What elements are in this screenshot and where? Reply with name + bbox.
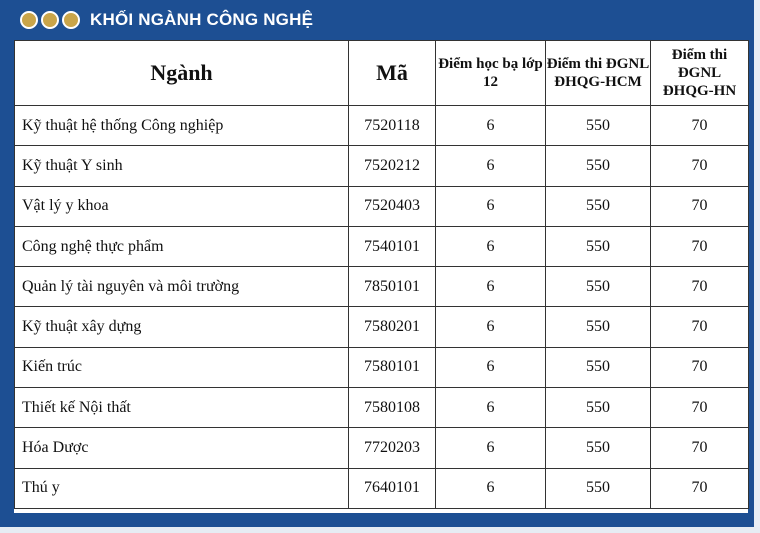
cell-code: 7640101	[349, 468, 436, 508]
table-row	[15, 186, 749, 226]
cell-hn-score: 70	[651, 307, 749, 347]
cell-code: 7580201	[349, 307, 436, 347]
cell-code: 7520118	[349, 106, 436, 146]
cell-major: Thú y	[15, 468, 349, 508]
cell-transcript-score: 6	[436, 267, 546, 307]
cell-hn-score: 70	[651, 468, 749, 508]
cell-hn-score: 70	[651, 388, 749, 428]
cell-major: Kỹ thuật xây dựng	[15, 307, 349, 347]
cell-major: Quản lý tài nguyên và môi trường	[15, 267, 349, 307]
admission-table	[14, 40, 749, 509]
table-row	[15, 106, 749, 146]
cell-hn-score: 70	[651, 186, 749, 226]
cell-code: 7850101	[349, 267, 436, 307]
cell-code: 7580108	[349, 388, 436, 428]
table-row	[15, 388, 749, 428]
table-row	[15, 267, 749, 307]
cell-major: Kỹ thuật hệ thống Công nghiệp	[15, 106, 349, 146]
cell-hn-score: 70	[651, 106, 749, 146]
table-card	[14, 40, 748, 513]
cell-transcript-score: 6	[436, 468, 546, 508]
cell-code: 7580101	[349, 347, 436, 387]
cell-hcm-score: 550	[546, 388, 651, 428]
cell-hcm-score: 550	[546, 186, 651, 226]
circle-dot-icon	[41, 11, 59, 29]
cell-hcm-score: 550	[546, 307, 651, 347]
cell-hcm-score: 550	[546, 226, 651, 266]
column-header-major: Ngành	[15, 41, 349, 106]
cell-transcript-score: 6	[436, 146, 546, 186]
table-body	[15, 106, 749, 509]
cell-major: Công nghệ thực phẩm	[15, 226, 349, 266]
cell-hn-score: 70	[651, 347, 749, 387]
cell-hn-score: 70	[651, 428, 749, 468]
cell-transcript-score: 6	[436, 347, 546, 387]
cell-hn-score: 70	[651, 267, 749, 307]
cell-transcript-score: 6	[436, 307, 546, 347]
column-header-code: Mã	[349, 41, 436, 106]
cell-hcm-score: 550	[546, 468, 651, 508]
cell-code: 7520403	[349, 186, 436, 226]
column-header-transcript-score: Điểm học bạ lớp 12	[436, 41, 546, 106]
table-row	[15, 226, 749, 266]
table-row	[15, 307, 749, 347]
cell-major: Thiết kế Nội thất	[15, 388, 349, 428]
section-title: KHỐI NGÀNH CÔNG NGHỆ	[90, 10, 314, 29]
cell-transcript-score: 6	[436, 226, 546, 266]
cell-transcript-score: 6	[436, 106, 546, 146]
cell-major: Kỹ thuật Y sinh	[15, 146, 349, 186]
cell-hn-score: 70	[651, 226, 749, 266]
cell-major: Hóa Dược	[15, 428, 349, 468]
column-header-hcm-score: Điểm thi ĐGNL ĐHQG-HCM	[546, 41, 651, 106]
cell-hcm-score: 550	[546, 347, 651, 387]
cell-hcm-score: 550	[546, 428, 651, 468]
decorative-dots	[20, 11, 80, 29]
table-row	[15, 468, 749, 508]
cell-hn-score: 70	[651, 146, 749, 186]
section-header	[0, 0, 754, 40]
bottom-strip	[0, 527, 760, 533]
cell-code: 7540101	[349, 226, 436, 266]
circle-dot-icon	[62, 11, 80, 29]
cell-major: Vật lý y khoa	[15, 186, 349, 226]
column-header-hn-score: Điểm thi ĐGNL ĐHQG-HN	[651, 41, 749, 106]
cell-transcript-score: 6	[436, 388, 546, 428]
cell-transcript-score: 6	[436, 428, 546, 468]
cell-code: 7720203	[349, 428, 436, 468]
circle-dot-icon	[20, 11, 38, 29]
cell-hcm-score: 550	[546, 146, 651, 186]
table-header-row	[15, 41, 749, 106]
table-row	[15, 428, 749, 468]
table-row	[15, 347, 749, 387]
cell-hcm-score: 550	[546, 106, 651, 146]
cell-transcript-score: 6	[436, 186, 546, 226]
cell-major: Kiến trúc	[15, 347, 349, 387]
cell-code: 7520212	[349, 146, 436, 186]
table-row	[15, 146, 749, 186]
cell-hcm-score: 550	[546, 267, 651, 307]
